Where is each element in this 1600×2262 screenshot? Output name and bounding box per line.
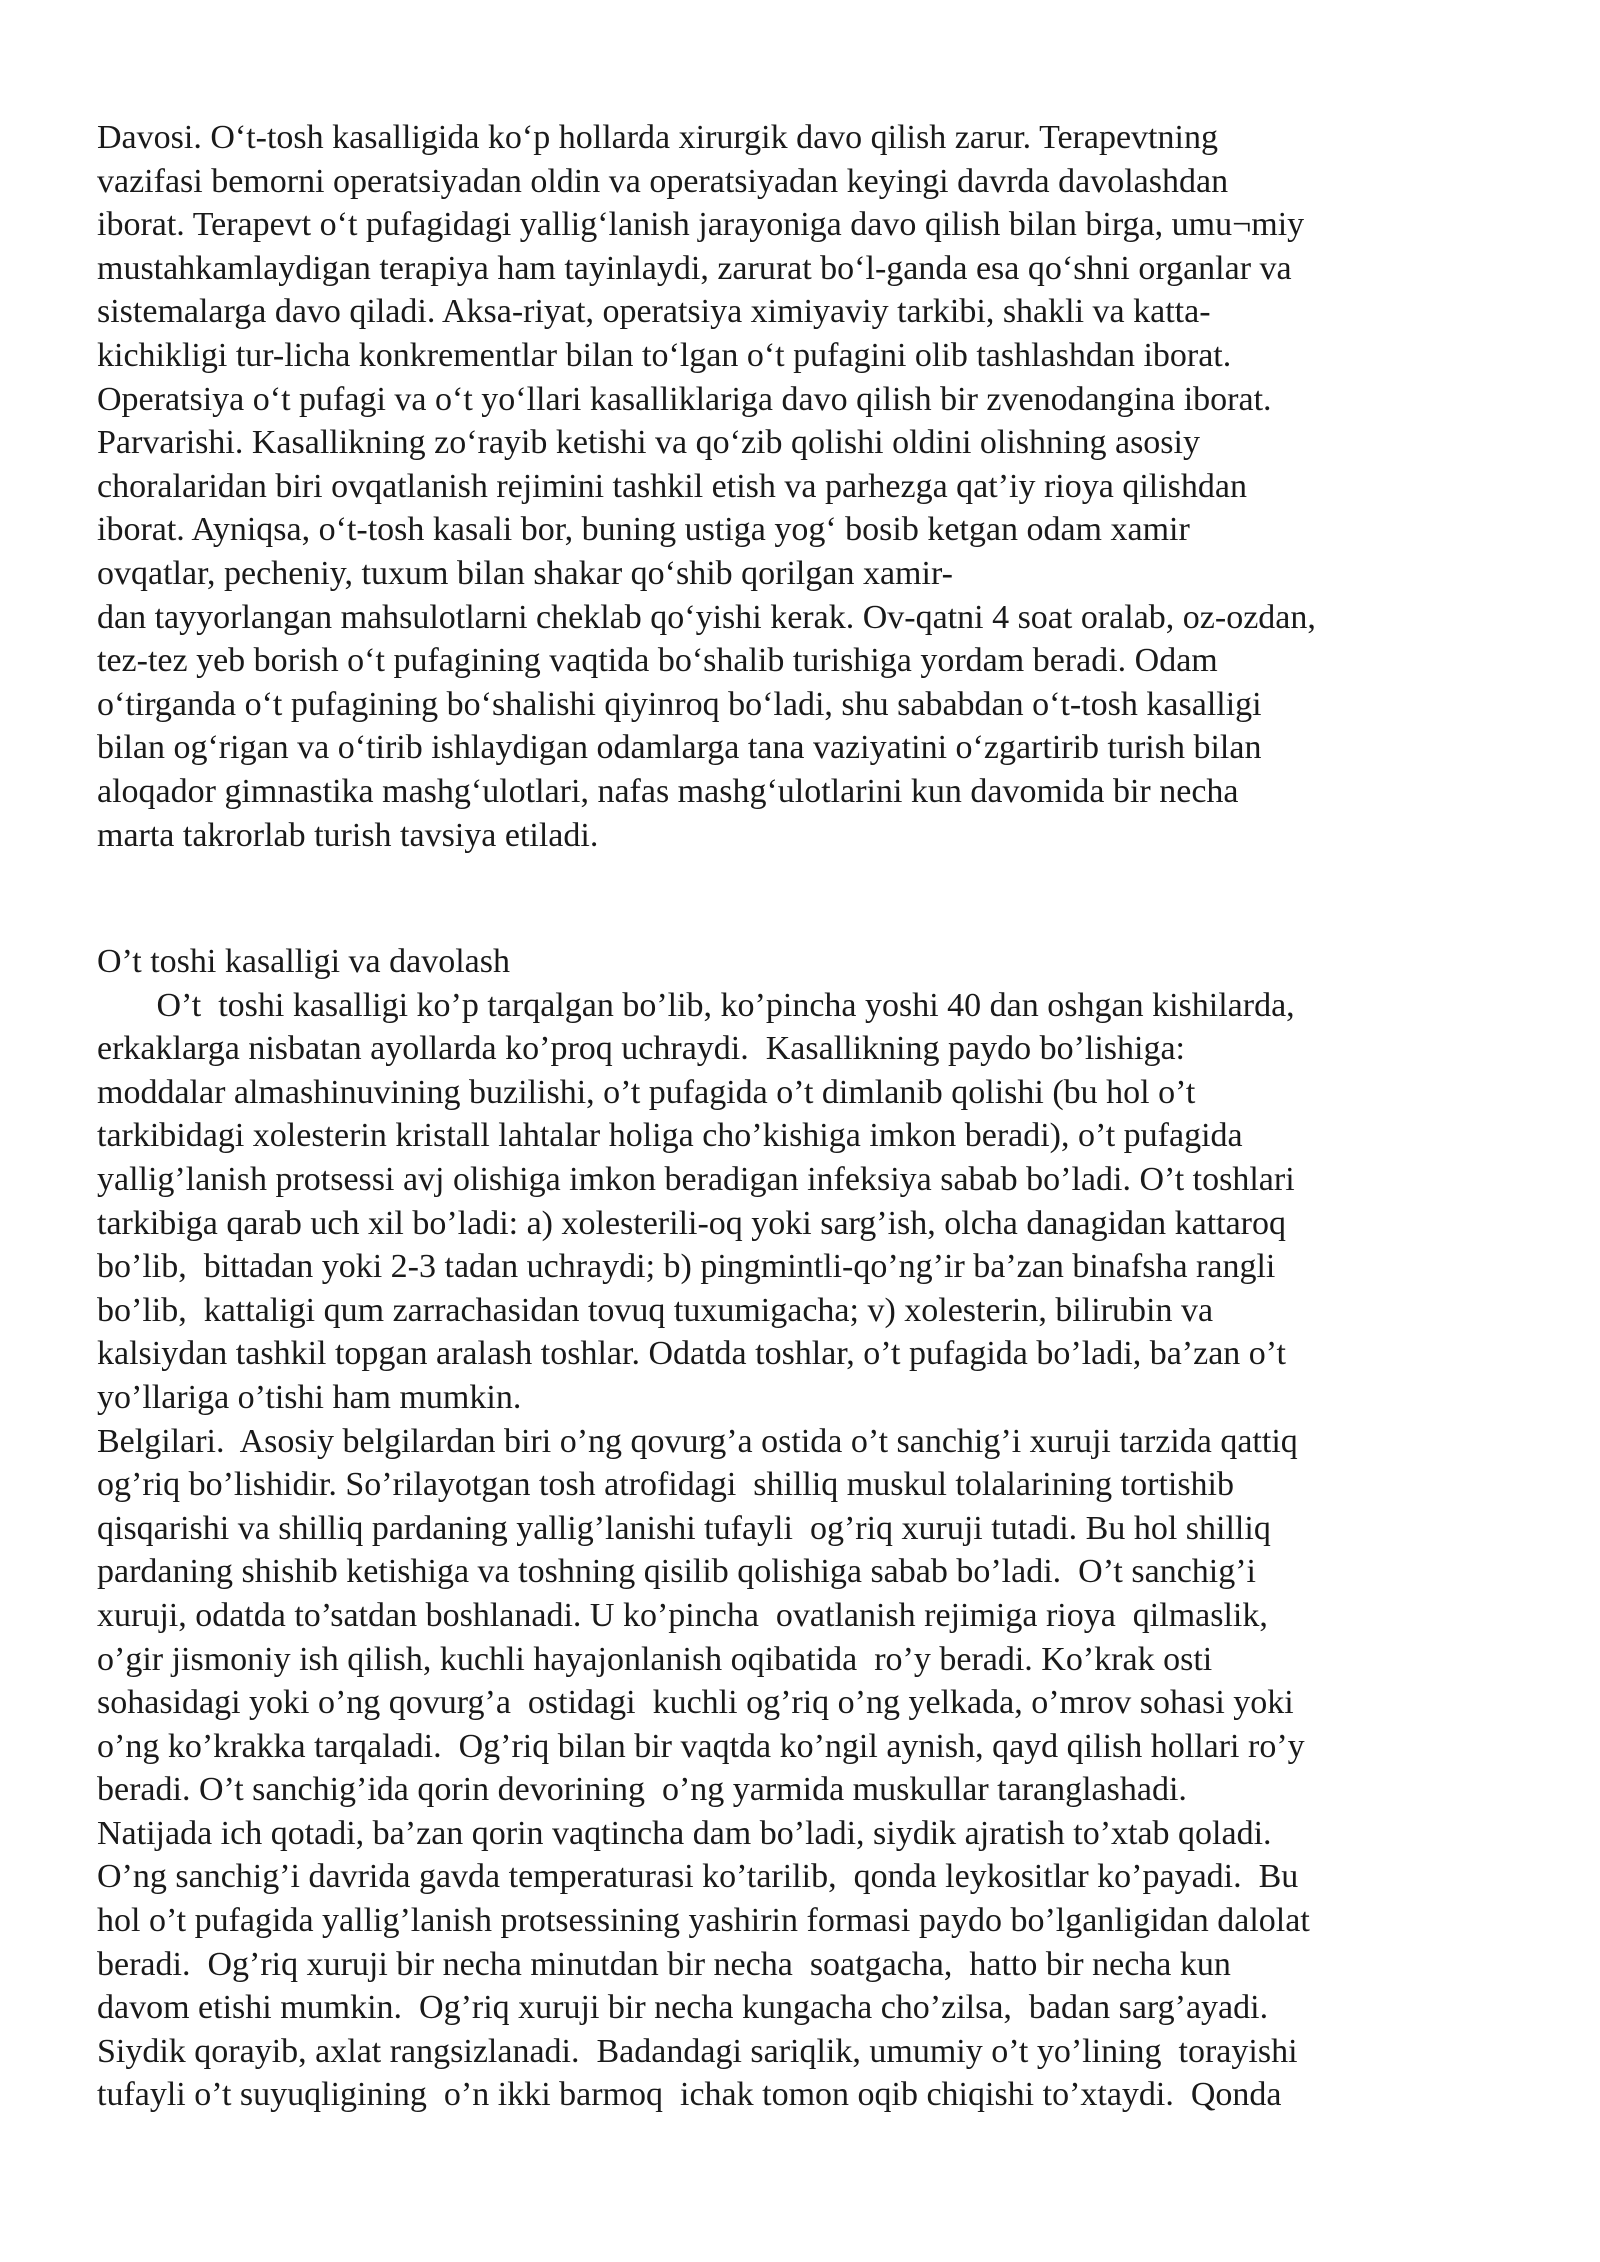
text-line: Natijada ich qotadi, ba’zan qorin vaqtincha dam bo’ladi, siydik ajratish to’xtab qoladi.	[97, 1814, 1272, 1852]
text-line: xuruji, odatda to’satdan boshlanadi. U ko’pincha ovatlanish rejimiga rioya qilmaslik,	[97, 1596, 1268, 1634]
text-line: choralaridan biri ovqatlanish rejimini tashkil etish va parhezga qat’iy rioya qilishdan	[97, 467, 1247, 505]
text-line: davom etishi mumkin. Og’riq xuruji bir necha kungacha cho’zilsa, badan sarg’ayadi.	[97, 1989, 1269, 2027]
text-line: beradi. Og’riq xuruji bir necha minutdan bir necha soatgacha, hatto bir necha kun	[97, 1945, 1231, 1983]
text-line: aloqador gimnastika mashg‘ulotlari, nafas mashg‘ulotlarini kun davomida bir necha	[97, 772, 1239, 810]
text-line: O’ng sanchig’i davrida gavda temperaturasi ko’tarilib, qonda leykositlar ko’payadi. Bu	[97, 1858, 1299, 1896]
text-line: beradi. O’t sanchig’ida qorin devorining o’ng yarmida muskullar taranglashadi.	[97, 1771, 1187, 1809]
text-line: pardaning shishib ketishiga va toshning qisilib qolishiga sabab bo’ladi. O’t sanchig’i	[97, 1553, 1257, 1591]
treatment-care-section	[97, 116, 1537, 857]
text-line: Operatsiya o‘t pufagi va o‘t yo‘llari kasalliklariga davo qilish bir zvenodangina iborat.	[97, 380, 1272, 418]
text-line: tarkibidagi xolesterin kristall lahtalar holiga cho’kishiga imkon beradi), o’t pufagida	[97, 1117, 1243, 1155]
text-line: o’ng ko’krakka tarqaladi. Og’riq bilan bir vaqtda ko’ngil aynish, qayd qilish hollari ro’y	[97, 1727, 1305, 1765]
text-line: sistemalarga davo qiladi. Aksa-riyat, operatsiya ximiyaviy tarkibi, shakli va katta-	[97, 293, 1211, 331]
gallstone-disease-section	[97, 940, 1537, 2117]
text-line: mustahkamlaydigan terapiya ham tayinlaydi, zarurat bo‘l-ganda esa qo‘shni organlar va	[97, 249, 1292, 287]
text-line: Davosi. O‘t-tosh kasalligida ko‘p hollarda xirurgik davo qilish zarur. Terapevtning	[97, 119, 1218, 156]
text-line: yallig’lanish protsessi avj olishiga imkon beradigan infeksiya sabab bo’ladi. O’t toshlari	[97, 1160, 1295, 1198]
text-line: tez-tez yeb borish o‘t pufagining vaqtida bo‘shalib turishiga yordam beradi. Odam	[97, 642, 1218, 680]
text-line: og’riq bo’lishidir. So’rilayotgan tosh atrofidagi shilliq muskul tolalarining tortishib	[97, 1466, 1235, 1504]
text-line: tarkibiga qarab uch xil bo’ladi: a) xolesterili-oq yoki sarg’ish, olcha danagidan kattaroq	[97, 1204, 1287, 1242]
text-line: marta takrorlab turish tavsiya etiladi.	[97, 816, 599, 854]
section-heading: O’t toshi kasalligi va davolash	[97, 943, 510, 980]
text-line: bo’lib, bittadan yoki 2-3 tadan uchraydi; b) pingmintli-qo’ng’ir ba’zan binafsha rangli	[97, 1248, 1276, 1286]
text-line: Belgilari. Asosiy belgilardan biri o’ng qovurg’a ostida o’t sanchig’i xuruji tarzida qattiq	[97, 1422, 1298, 1460]
text-line: kichikligi tur-licha konkrementlar bilan to‘lgan o‘t pufagini olib tashlashdan iborat.	[97, 336, 1232, 374]
text-line: O’t toshi kasalligi ko’p tarqalgan bo’lib, ko’pincha yoshi 40 dan oshgan kishilarda,	[97, 986, 1295, 1024]
text-line: iborat. Ayniqsa, o‘t-tosh kasali bor, buning ustiga yog‘ bosib ketgan odam xamir	[97, 511, 1190, 549]
text-line: yo’llariga o’tishi ham mumkin.	[97, 1378, 522, 1416]
text-line: tufayli o’t suyuqligining o’n ikki barmoq ichak tomon oqib chiqishi to’xtaydi. Qonda	[97, 2076, 1282, 2114]
text-line: qisqarishi va shilliq pardaning yallig’lanishi tufayli og’riq xuruji tutadi. Bu hol shilliq	[97, 1509, 1271, 1547]
text-line: vazifasi bemorni operatsiyadan oldin va operatsiyadan keyingi davrda davolashdan	[97, 162, 1229, 200]
text-line: kalsiydan tashkil topgan aralash toshlar. Odatda toshlar, o’t pufagida bo’ladi, ba’zan o’t	[97, 1335, 1286, 1373]
text-line: ovqatlar, pecheniy, tuxum bilan shakar qo‘shib qorilgan xamir-	[97, 554, 953, 592]
text-line: o‘tirganda o‘t pufagining bo‘shalishi qiyinroq bo‘ladi, shu sababdan o‘t-tosh kasalligi	[97, 685, 1262, 723]
text-line: bilan og‘rigan va o‘tirib ishlaydigan odamlarga tana vaziyatini o‘zgartirib turish bilan	[97, 729, 1262, 767]
text-line: Siydik qorayib, axlat rangsizlanadi. Badandagi sariqlik, umumiy o’t yo’lining torayishi	[97, 2032, 1298, 2070]
text-line: erkaklarga nisbatan ayollarda ko’proq uchraydi. Kasallikning paydo bo’lishiga:	[97, 1030, 1185, 1068]
text-line: o’gir jismoniy ish qilish, kuchli hayajonlanish oqibatida ro’y beradi. Ko’krak osti	[97, 1640, 1213, 1678]
text-line: hol o’t pufagida yallig’lanish protsessining yashirin formasi paydo bo’lganligidan dalolat	[97, 1902, 1310, 1940]
text-line: Parvarishi. Kasallikning zo‘rayib ketishi va qo‘zib qolishi oldini olishning asosiy	[97, 424, 1200, 462]
text-line: iborat. Terapevt o‘t pufagidagi yallig‘lanish jarayoniga davo qilish bilan birga, umu¬miy	[97, 206, 1305, 244]
text-line: bo’lib, kattaligi qum zarrachasidan tovuq tuxumigacha; v) xolesterin, bilirubin va	[97, 1291, 1214, 1329]
text-line: moddalar almashinuvining buzilishi, o’t pufagida o’t dimlanib qolishi (bu hol o’t	[97, 1073, 1196, 1111]
text-line: dan tayyorlangan mahsulotlarni cheklab qo‘yishi kerak. Ov-qatni 4 soat oralab, oz-ozdan,	[97, 598, 1316, 636]
text-line: sohasidagi yoki o’ng qovurg’a ostidagi kuchli og’riq o’ng yelkada, o’mrov sohasi yoki	[97, 1684, 1294, 1722]
